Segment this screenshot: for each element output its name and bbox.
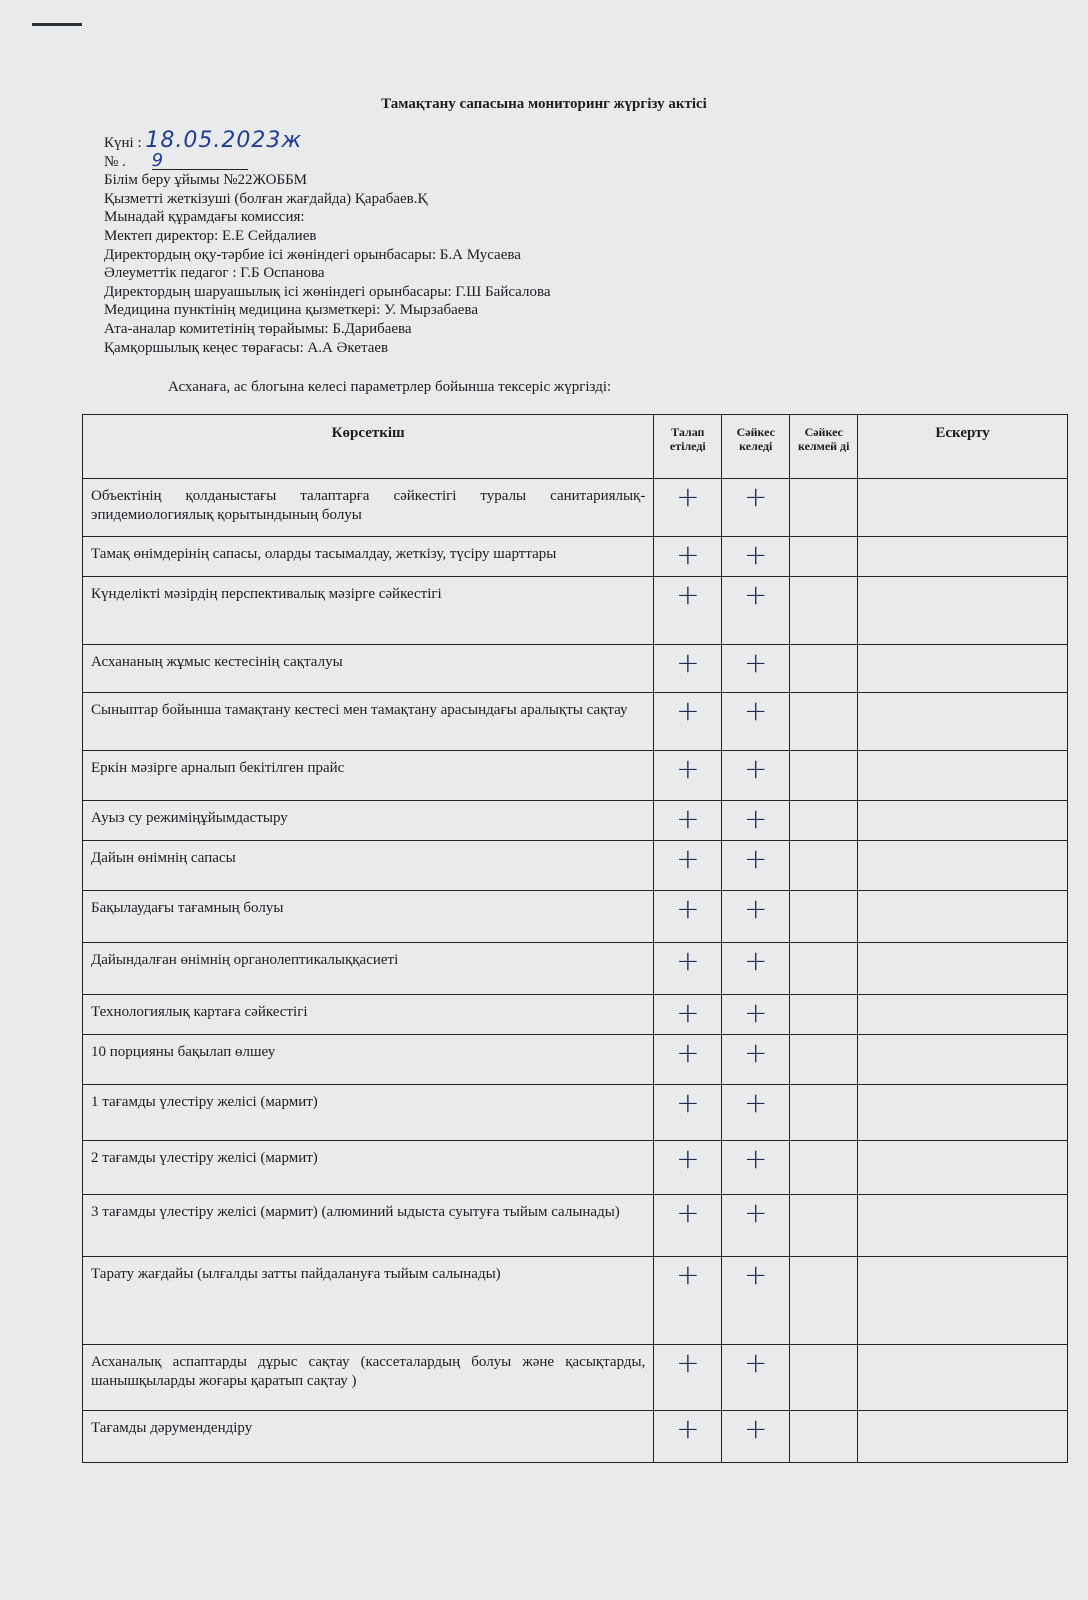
top-edge-mark	[32, 23, 82, 26]
note-cell	[858, 1257, 1068, 1345]
note-cell	[858, 479, 1068, 537]
required-mark-cell: +	[654, 577, 722, 645]
required-mark-cell: +	[654, 479, 722, 537]
required-mark-cell: +	[654, 801, 722, 841]
table-row	[83, 1085, 1068, 1141]
document-header	[104, 128, 804, 357]
indicator-cell: 3 тағамды үлестіру желісі (мармит) (алюминий ыдыста суытуға тыйым салынады)	[83, 1195, 654, 1257]
note-cell	[858, 1085, 1068, 1141]
required-mark-cell: +	[654, 645, 722, 693]
intro-text: Асханаға, ас блогына келесі параметрлер бойынша тексеріс жүргізді:	[168, 379, 612, 395]
required-mark-cell: +	[654, 537, 722, 577]
header-not-complies: Сәйкес келмей ді	[790, 415, 858, 479]
table-row	[83, 1345, 1068, 1411]
required-mark-cell: +	[654, 693, 722, 751]
complies-mark-cell: +	[722, 645, 790, 693]
note-cell	[858, 995, 1068, 1035]
header-line: Мынадай құрамдағы комиссия:	[104, 209, 305, 226]
complies-mark-cell: +	[722, 693, 790, 751]
complies-mark-cell: +	[722, 1035, 790, 1085]
note-cell	[858, 693, 1068, 751]
header-indicator: Көрсеткіш	[83, 415, 654, 479]
not-complies-cell	[790, 1035, 858, 1085]
required-mark-cell: +	[654, 995, 722, 1035]
table-header-row	[83, 415, 1068, 479]
indicator-cell: Сыныптар бойынша тамақтану кестесі мен тамақтану арасындағы аралықты сақтау	[83, 693, 654, 751]
not-complies-cell	[790, 1411, 858, 1463]
note-cell	[858, 891, 1068, 943]
not-complies-cell	[790, 577, 858, 645]
not-complies-cell	[790, 1195, 858, 1257]
note-cell	[858, 537, 1068, 577]
complies-mark-cell: +	[722, 577, 790, 645]
note-cell	[858, 943, 1068, 995]
indicator-cell: Күнделікті мәзірдің перспективалық мәзірге сәйкестігі	[83, 577, 654, 645]
required-mark-cell: +	[654, 1195, 722, 1257]
header-line: Мектеп директор: Е.Е Сейдалиев	[104, 227, 317, 244]
note-cell	[858, 645, 1068, 693]
table-row	[83, 537, 1068, 577]
indicator-cell: Ауыз су режиміңұйымдастыру	[83, 801, 654, 841]
required-mark-cell: +	[654, 1141, 722, 1195]
table-row	[83, 995, 1068, 1035]
note-cell	[858, 1141, 1068, 1195]
required-mark-cell: +	[654, 943, 722, 995]
document-title: Тамақтану сапасына мониторинг жүргізу актісі	[381, 96, 707, 112]
table-row	[83, 1035, 1068, 1085]
not-complies-cell	[790, 841, 858, 891]
note-cell	[858, 751, 1068, 801]
date-value-handwritten: 18.05.2023ж	[145, 128, 303, 153]
not-complies-cell	[790, 801, 858, 841]
note-cell	[858, 1195, 1068, 1257]
not-complies-cell	[790, 1085, 858, 1141]
required-mark-cell: +	[654, 1345, 722, 1411]
number-value-handwritten: 9	[152, 153, 248, 170]
header-note: Ескерту	[858, 415, 1068, 479]
required-mark-cell: +	[654, 1257, 722, 1345]
indicator-cell: Тамақ өнімдерінің сапасы, оларды тасымалдау, жеткізу, түсіру шарттары	[83, 537, 654, 577]
complies-mark-cell: +	[722, 1411, 790, 1463]
complies-mark-cell: +	[722, 995, 790, 1035]
complies-mark-cell: +	[722, 943, 790, 995]
header-line: Қамқоршылық кеңес төрағасы: А.А Әкетаев	[104, 339, 389, 356]
required-mark-cell: +	[654, 1085, 722, 1141]
required-mark-cell: +	[654, 841, 722, 891]
note-cell	[858, 1035, 1068, 1085]
complies-mark-cell: +	[722, 841, 790, 891]
note-cell	[858, 841, 1068, 891]
required-mark-cell: +	[654, 751, 722, 801]
header-line: Қызметті жеткізуші (болған жағдайда) Қарабаев.Қ	[104, 190, 428, 207]
not-complies-cell	[790, 751, 858, 801]
number-line	[104, 149, 804, 172]
table-row	[83, 1141, 1068, 1195]
indicator-cell: Технологиялық картаға сәйкестігі	[83, 995, 654, 1035]
table-row	[83, 645, 1068, 693]
commission-list	[104, 171, 804, 357]
header-line: Директордың оқу-тәрбие ісі жөніндегі орынбасары: Б.А Мусаева	[104, 246, 521, 263]
not-complies-cell	[790, 479, 858, 537]
table-row	[83, 1257, 1068, 1345]
complies-mark-cell: +	[722, 537, 790, 577]
indicator-cell: Бақылаудағы тағамның болуы	[83, 891, 654, 943]
number-label: № .	[104, 153, 126, 170]
not-complies-cell	[790, 693, 858, 751]
complies-mark-cell: +	[722, 751, 790, 801]
complies-mark-cell: +	[722, 891, 790, 943]
indicator-cell: 10 порцияны бақылап өлшеу	[83, 1035, 654, 1085]
table-row	[83, 1195, 1068, 1257]
header-complies: Сәйкес келеді	[722, 415, 790, 479]
table-row	[83, 891, 1068, 943]
table-row	[83, 943, 1068, 995]
date-line	[104, 128, 804, 153]
complies-mark-cell: +	[722, 1085, 790, 1141]
not-complies-cell	[790, 645, 858, 693]
note-cell	[858, 1345, 1068, 1411]
header-required: Талап етіледі	[654, 415, 722, 479]
indicator-cell: Асханалық аспаптарды дұрыс сақтау (кассеталардың болуы және қасықтарды, шанышқыларды жоғары қаратып сақтау )	[83, 1345, 654, 1411]
table-row	[83, 751, 1068, 801]
not-complies-cell	[790, 1345, 858, 1411]
indicator-cell: Дайындалған өнімнің органолептикалыққасиеті	[83, 943, 654, 995]
complies-mark-cell: +	[722, 479, 790, 537]
table-row	[83, 1411, 1068, 1463]
complies-mark-cell: +	[722, 1257, 790, 1345]
indicator-cell: 2 тағамды үлестіру желісі (мармит)	[83, 1141, 654, 1195]
required-mark-cell: +	[654, 891, 722, 943]
required-mark-cell: +	[654, 1411, 722, 1463]
indicator-cell: Тарату жағдайы (ылғалды затты пайдалануға тыйым салынады)	[83, 1257, 654, 1345]
monitoring-table	[82, 414, 1068, 1463]
not-complies-cell	[790, 891, 858, 943]
complies-mark-cell: +	[722, 801, 790, 841]
complies-mark-cell: +	[722, 1195, 790, 1257]
complies-mark-cell: +	[722, 1345, 790, 1411]
table-row	[83, 479, 1068, 537]
not-complies-cell	[790, 995, 858, 1035]
header-line: Директордың шаруашылық ісі жөніндегі орынбасары: Г.Ш Байсалова	[104, 283, 551, 300]
header-line: Ата-аналар комитетінің төрайымы: Б.Дарибаева	[104, 320, 412, 337]
not-complies-cell	[790, 943, 858, 995]
table-row	[83, 841, 1068, 891]
indicator-cell: Объектінің қолданыстағы талаптарға сәйкестігі туралы санитариялық-эпидемиологиялық қорытындының болуы	[83, 479, 654, 537]
note-cell	[858, 1411, 1068, 1463]
header-line: Білім беру ұйымы №22ЖОББМ	[104, 172, 308, 189]
indicator-cell: Тағамды дәрумендендіру	[83, 1411, 654, 1463]
not-complies-cell	[790, 1257, 858, 1345]
table-row	[83, 693, 1068, 751]
header-line: Медицина пунктінің медицина қызметкері: У. Мырзабаева	[104, 302, 478, 319]
indicator-cell: 1 тағамды үлестіру желісі (мармит)	[83, 1085, 654, 1141]
indicator-cell: Дайын өнімнің сапасы	[83, 841, 654, 891]
note-cell	[858, 577, 1068, 645]
indicator-cell: Еркін мәзірге арналып бекітілген прайс	[83, 751, 654, 801]
note-cell	[858, 801, 1068, 841]
date-label: Күні :	[104, 135, 142, 151]
indicator-cell: Асхананың жұмыс кестесінің сақталуы	[83, 645, 654, 693]
required-mark-cell: +	[654, 1035, 722, 1085]
not-complies-cell	[790, 1141, 858, 1195]
table-row	[83, 801, 1068, 841]
table-row	[83, 577, 1068, 645]
not-complies-cell	[790, 537, 858, 577]
complies-mark-cell: +	[722, 1141, 790, 1195]
header-line: Әлеуметтік педагог : Г.Б Оспанова	[104, 265, 325, 282]
